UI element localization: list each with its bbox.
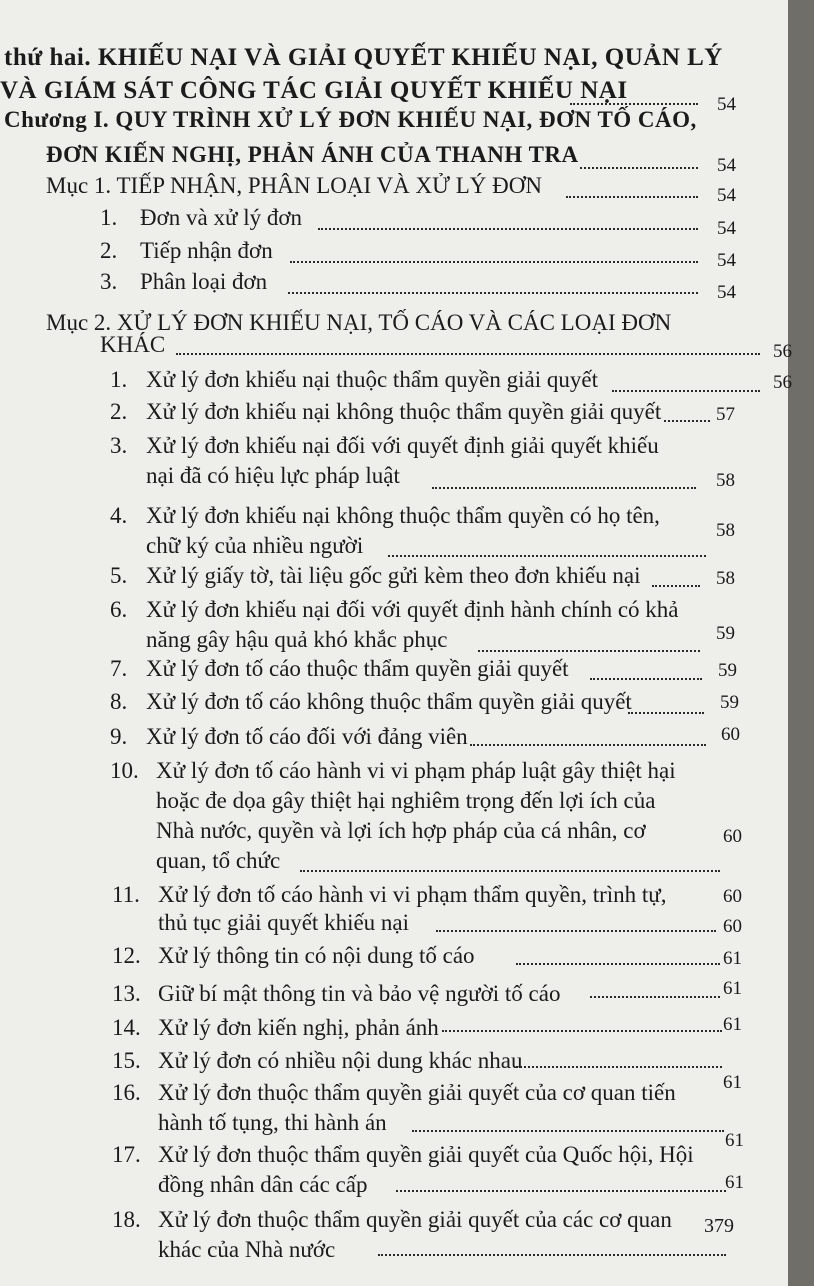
- toc-entry-text: Xử lý đơn tố cáo thuộc thẩm quyền giải quyết: [146, 656, 569, 681]
- toc-entry-text: Xử lý đơn tố cáo không thuộc thẩm quyền giải quyết: [146, 689, 632, 714]
- toc-entry-text: Xử lý đơn khiếu nại đối với quyết định hành chính có khả: [146, 597, 679, 622]
- chapter-title-line-1: Chương I. QUY TRÌNH XỬ LÝ ĐƠN KHIẾU NẠI, ĐƠN TỐ CÁO,: [4, 107, 697, 132]
- toc-entry-text: chữ ký của nhiều người: [146, 533, 364, 558]
- toc-number: 2.: [110, 399, 128, 424]
- dot-leader: [432, 487, 696, 489]
- toc-entry-page: 59: [716, 623, 735, 644]
- dot-leader: [378, 1254, 726, 1256]
- toc-entry-page: 60: [723, 886, 742, 907]
- toc-entry-page: 59: [718, 660, 737, 681]
- toc-number: 4.: [110, 503, 128, 528]
- toc-number: 9.: [110, 724, 128, 749]
- section-1-title: Mục 1. TIẾP NHẬN, PHÂN LOẠI VÀ XỬ LÝ ĐƠN: [46, 173, 542, 198]
- toc-entry-text: Tiếp nhận đơn: [140, 238, 273, 263]
- part-title-line-2: VÀ GIÁM SÁT CÔNG TÁC GIẢI QUYẾT KHIẾU NẠI: [0, 77, 628, 104]
- chapter-title-line-2: ĐƠN KIẾN NGHỊ, PHẢN ÁNH CỦA THANH TRA: [46, 142, 579, 167]
- toc-entry-page: 59: [720, 692, 739, 713]
- toc-entry-text: thủ tục giải quyết khiếu nại: [158, 910, 410, 935]
- toc-entry-text: Xử lý đơn thuộc thẩm quyền giải quyết của các cơ quan: [158, 1207, 672, 1232]
- toc-entry-text: Xử lý đơn thuộc thẩm quyền giải quyết của Quốc hội, Hội: [158, 1142, 694, 1167]
- toc-entry-page: 54: [717, 218, 736, 239]
- toc-number: 14.: [112, 1015, 141, 1040]
- dot-leader: [388, 555, 706, 557]
- toc-entry-text: Xử lý giấy tờ, tài liệu gốc gửi kèm theo đơn khiếu nại: [146, 563, 641, 588]
- toc-entry-page: 54: [717, 282, 736, 303]
- toc-entry-text: Nhà nước, quyền và lợi ích hợp pháp của cá nhân, cơ: [156, 818, 646, 843]
- toc-entry-text: hoặc đe dọa gây thiệt hại nghiêm trọng đến lợi ích của: [156, 788, 656, 813]
- toc-number: 8.: [110, 689, 128, 714]
- dot-leader: [570, 103, 698, 105]
- toc-entry-text: Xử lý đơn khiếu nại không thuộc thẩm quyền giải quyết: [146, 399, 662, 424]
- dot-leader: [300, 870, 720, 872]
- page-number: 379: [704, 1215, 734, 1237]
- toc-number: 1.: [100, 205, 118, 230]
- dot-leader: [288, 292, 698, 294]
- dot-leader: [176, 353, 760, 355]
- toc-entry-page: 61: [723, 978, 742, 999]
- toc-entry-text: năng gây hậu quả khó khắc phục: [146, 627, 448, 652]
- chapter-page-number: 54: [717, 155, 736, 176]
- toc-entry-page: 61: [723, 948, 742, 969]
- toc-entry-text: Xử lý đơn tố cáo hành vi vi phạm thẩm quyền, trình tự,: [158, 882, 667, 907]
- section-2-title-line-2: KHÁC: [100, 332, 166, 357]
- dot-leader: [590, 678, 702, 680]
- dot-leader: [612, 390, 760, 392]
- toc-entry-page: 58: [716, 520, 735, 541]
- toc-entry-text: hành tố tụng, thi hành án: [158, 1110, 387, 1135]
- toc-entry-text: Phân loại đơn: [140, 269, 268, 294]
- dot-leader: [436, 930, 716, 932]
- toc-number: 15.: [112, 1048, 141, 1073]
- dot-leader: [516, 1066, 722, 1068]
- dot-leader: [396, 1190, 726, 1192]
- toc-number: 13.: [112, 981, 141, 1006]
- toc-entry-text: Xử lý đơn kiến nghị, phản ánh: [158, 1015, 439, 1040]
- dot-leader: [412, 1130, 724, 1132]
- toc-number: 10.: [110, 758, 139, 783]
- toc-entry-text: nại đã có hiệu lực pháp luật: [146, 463, 400, 488]
- toc-number: 7.: [110, 656, 128, 681]
- section-2-page: 56: [773, 341, 792, 362]
- section-2-title-line-1: Mục 2. XỬ LÝ ĐƠN KHIẾU NẠI, TỐ CÁO VÀ CÁC LOẠI ĐƠN: [46, 310, 672, 335]
- section-1-page: 54: [717, 185, 736, 206]
- toc-entry-text: Xử lý đơn tố cáo đối với đảng viên: [146, 724, 468, 749]
- toc-entry-text: Xử lý đơn khiếu nại đối với quyết định giải quyết khiếu: [146, 433, 659, 458]
- dot-leader: [516, 963, 720, 965]
- toc-entry-page: 61: [725, 1172, 744, 1193]
- toc-entry-page: 58: [716, 470, 735, 491]
- dot-leader: [590, 996, 720, 998]
- toc-entry-page: 57: [716, 404, 735, 425]
- toc-entry-page: 60: [723, 916, 742, 937]
- toc-entry-text: Xử lý thông tin có nội dung tố cáo: [158, 943, 475, 968]
- toc-number: 6.: [110, 597, 128, 622]
- toc-entry-text: Xử lý đơn có nhiều nội dung khác nhau: [158, 1048, 523, 1073]
- dot-leader: [566, 196, 698, 198]
- dot-leader: [580, 167, 698, 169]
- dot-leader: [442, 1030, 722, 1032]
- toc-entry-page: 58: [716, 568, 735, 589]
- toc-entry-page: 61: [725, 1130, 744, 1151]
- toc-entry-text: Xử lý đơn khiếu nại thuộc thẩm quyền giải quyết: [146, 367, 598, 392]
- toc-entry-text: đồng nhân dân các cấp: [158, 1172, 368, 1197]
- dot-leader: [318, 228, 698, 230]
- toc-entry-text: Xử lý đơn tố cáo hành vi vi phạm pháp luật gây thiệt hại: [156, 758, 676, 783]
- toc-number: 1.: [110, 367, 128, 392]
- toc-entry-page: 60: [723, 826, 742, 847]
- toc-entry-text: Xử lý đơn thuộc thẩm quyền giải quyết của cơ quan tiến: [158, 1080, 676, 1105]
- dot-leader: [628, 712, 704, 714]
- toc-number: 3.: [110, 433, 128, 458]
- toc-entry-page: 61: [723, 1072, 742, 1093]
- dot-leader: [290, 261, 698, 263]
- toc-entry-page: 54: [717, 250, 736, 271]
- toc-entry-text: Đơn và xử lý đơn: [140, 205, 302, 230]
- dot-leader: [652, 585, 700, 587]
- toc-entry-text: quan, tổ chức: [156, 848, 281, 873]
- toc-number: 11.: [112, 882, 140, 907]
- dot-leader: [470, 744, 706, 746]
- toc-number: 16.: [112, 1080, 141, 1105]
- toc-entry-text: Giữ bí mật thông tin và bảo vệ người tố cáo: [158, 981, 561, 1006]
- toc-entry-text: khác của Nhà nước: [158, 1237, 336, 1262]
- toc-number: 3.: [100, 269, 118, 294]
- toc-number: 17.: [112, 1142, 141, 1167]
- toc-entry-page: 61: [723, 1014, 742, 1035]
- toc-entry-page: 56: [773, 372, 792, 393]
- toc-entry-text: Xử lý đơn khiếu nại không thuộc thẩm quyền có họ tên,: [146, 503, 660, 528]
- toc-number: 12.: [112, 943, 141, 968]
- toc-number: 2.: [100, 238, 118, 263]
- toc-entry-page: 60: [721, 724, 740, 745]
- dot-leader: [478, 650, 700, 652]
- part-page-number: 54: [717, 94, 736, 115]
- part-title-line-1: thứ hai. KHIẾU NẠI VÀ GIẢI QUYẾT KHIẾU NẠI, QUẢN LÝ: [4, 44, 723, 71]
- toc-number: 18.: [112, 1207, 141, 1232]
- toc-number: 5.: [110, 563, 128, 588]
